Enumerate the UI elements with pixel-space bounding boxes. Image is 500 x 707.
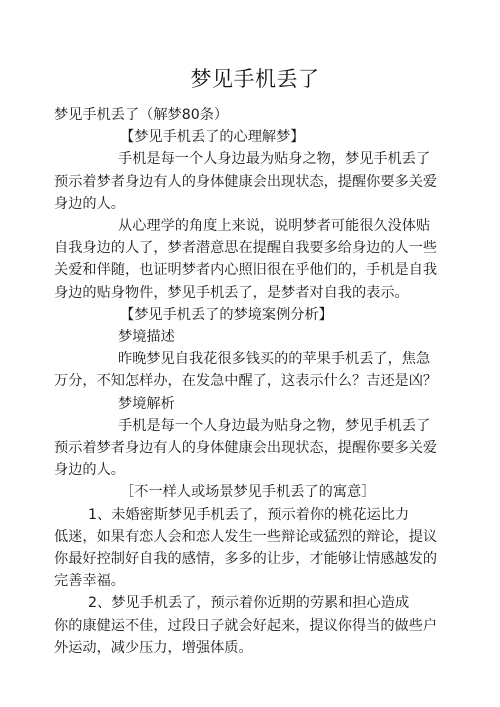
paragraph-line: 自我身边的人了，梦者潜意思在提醒自我要多给身边的人一些 (54, 240, 438, 257)
paragraph-line: 预示着梦者身边有人的身体健康会出现状态，提醒你要多关爱 (54, 440, 438, 457)
section-label: 梦境解析 (118, 395, 175, 412)
paragraph-line: 你的康健运不佳，过段日子就会好起来，提议你得当的做些户 (54, 617, 438, 634)
paragraph-line: 预示着梦者身边有人的身体健康会出现状态，提醒你要多关爱 (54, 173, 438, 190)
section-heading: ［不一样人或场景梦见手机丢了的寓意］ (120, 484, 376, 501)
section-heading: 【梦见手机丢了的心理解梦】 (120, 129, 305, 146)
paragraph-line: 1、未婚密斯梦见手机丢了，预示着你的桃花运比力 (88, 506, 410, 523)
document-title: 梦见手机丢了 (190, 67, 320, 91)
subtitle: 梦见手机丢了（解梦80条） (54, 107, 229, 123)
paragraph-line: 外运动，减少压力，增强体质。 (54, 639, 253, 656)
section-label: 梦境描述 (118, 329, 175, 346)
paragraph-line: 低迷，如果有恋人会和恋人发生一些辩论或猛烈的辩论，提议 (54, 528, 438, 545)
paragraph-line: 昨晚梦见自我花很多钱买的的苹果手机丢了，焦急 (118, 351, 431, 368)
paragraph-line: 万分，不知怎样办，在发急中醒了，这表示什么？吉还是凶？ (54, 373, 438, 390)
document-body (54, 104, 456, 659)
paragraph-line: 身边的贴身物件，梦见手机丢了，是梦者对自我的表示。 (54, 284, 409, 301)
paragraph-line: 手机是每一个人身边最为贴身之物，梦见手机丢了 (118, 151, 431, 168)
paragraph-line: 从心理学的角度上来说，说明梦者可能很久没体贴 (118, 218, 431, 235)
paragraph-line: 你最好控制好自我的感情，多多的让步，才能够让情感越发的 (54, 551, 438, 568)
paragraph-line: 2、梦见手机丢了，预示着你近期的劳累和担心造成 (88, 595, 410, 612)
paragraph-line: 身边的人。 (54, 195, 125, 212)
paragraph-line: 身边的人。 (54, 462, 125, 479)
paragraph-line: 手机是每一个人身边最为贴身之物，梦见手机丢了 (118, 417, 431, 434)
paragraph-line: 完善幸福。 (54, 573, 125, 590)
section-heading: 【梦见手机丢了的梦境案例分析】 (120, 306, 333, 323)
paragraph-line: 关爱和伴随，也证明梦者内心照旧很在乎他们的，手机是自我 (54, 262, 438, 279)
